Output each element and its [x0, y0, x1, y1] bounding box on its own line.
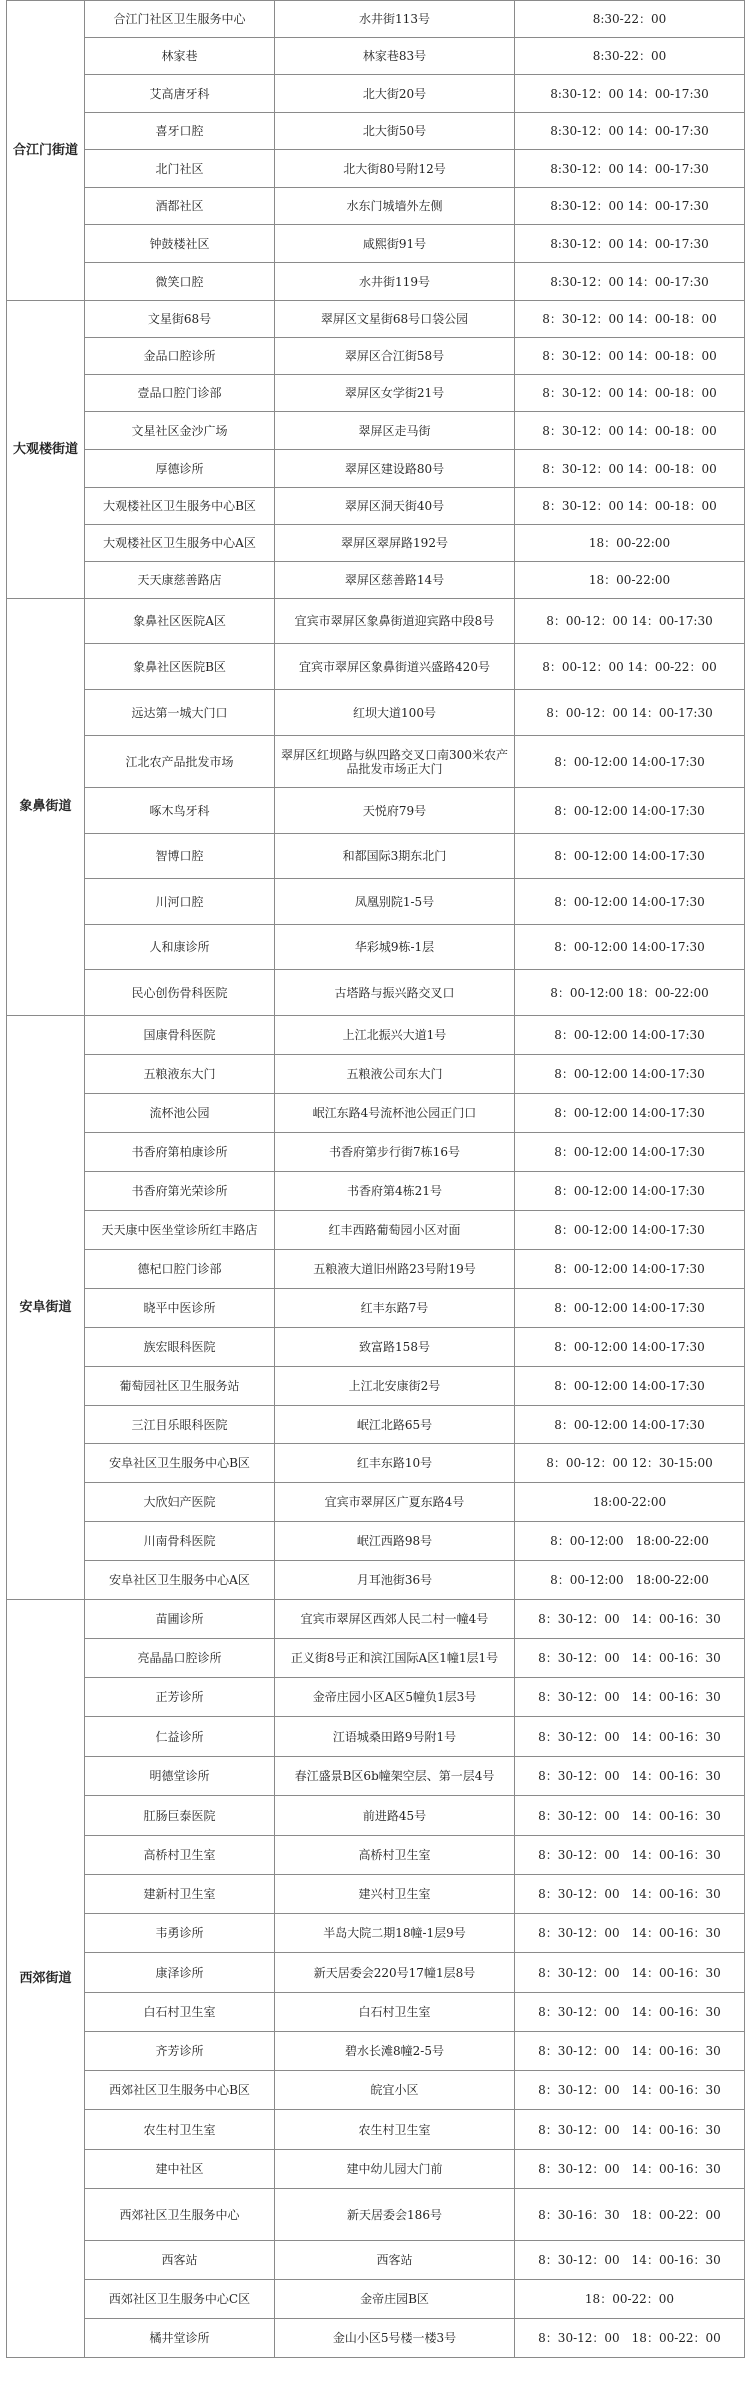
site-name-cell: 天天康慈善路店	[85, 562, 275, 599]
hours-cell: 18：00-22:00	[515, 525, 745, 562]
address-cell: 翠屏区翠屏路192号	[275, 525, 515, 562]
table-row	[7, 1016, 745, 1055]
site-name-cell: 象鼻社区医院B区	[85, 644, 275, 690]
table-row	[7, 1717, 745, 1757]
site-name-cell: 正芳诊所	[85, 1678, 275, 1717]
site-name-cell: 明德堂诊所	[85, 1757, 275, 1796]
table-row	[7, 113, 745, 150]
hours-cell: 8：00-12:00 18:00-22:00	[515, 1522, 745, 1561]
hours-cell: 8：30-12：00 14：00-16：30	[515, 1875, 745, 1914]
hours-cell: 8：00-12:00 14:00-17:30	[515, 1406, 745, 1444]
hours-cell: 8：30-12：00 14：00-16：30	[515, 2150, 745, 2189]
address-cell: 岷江东路4号流杯池公园正门口	[275, 1094, 515, 1133]
table-row	[7, 1289, 745, 1328]
address-cell: 林家巷83号	[275, 38, 515, 75]
site-name-cell: 西郊社区卫生服务中心B区	[85, 2071, 275, 2110]
address-cell: 白石村卫生室	[275, 1993, 515, 2032]
address-cell: 红丰东路7号	[275, 1289, 515, 1328]
site-name-cell: 北门社区	[85, 150, 275, 188]
address-cell: 红丰西路葡萄园小区对面	[275, 1211, 515, 1250]
site-name-cell: 厚德诊所	[85, 450, 275, 488]
table-row	[7, 970, 745, 1016]
street-name-cell: 西郊街道	[7, 1600, 85, 2358]
address-cell: 上江北安康街2号	[275, 1367, 515, 1406]
table-row	[7, 2189, 745, 2241]
address-cell: 古塔路与振兴路交叉口	[275, 970, 515, 1016]
address-cell: 新天居委会220号17幢1层8号	[275, 1953, 515, 1993]
hours-cell: 8：30-12：00 18：00-22：00	[515, 2319, 745, 2358]
address-cell: 碧水长滩8幢2-5号	[275, 2032, 515, 2071]
hours-cell: 18：00-22:00	[515, 562, 745, 599]
hours-cell: 8：00-12:00 14:00-17:30	[515, 1250, 745, 1289]
address-cell: 月耳池街36号	[275, 1561, 515, 1600]
site-name-cell: 三江目乐眼科医院	[85, 1406, 275, 1444]
table-row	[7, 412, 745, 450]
site-name-cell: 书香府第光荣诊所	[85, 1172, 275, 1211]
table-row	[7, 1094, 745, 1133]
site-name-cell: 远达第一城大门口	[85, 690, 275, 736]
hours-cell: 8：30-12：00 14：00-16：30	[515, 1600, 745, 1639]
hours-cell: 8:30-12：00 14：00-17:30	[515, 150, 745, 188]
site-name-cell: 西郊社区卫生服务中心C区	[85, 2280, 275, 2319]
table-row	[7, 2241, 745, 2280]
table-row	[7, 1796, 745, 1836]
site-name-cell: 微笑口腔	[85, 263, 275, 301]
hours-cell: 8：30-12：00 14：00-18：00	[515, 450, 745, 488]
hours-cell: 8：30-12：00 14：00-16：30	[515, 1914, 745, 1953]
address-cell: 上江北振兴大道1号	[275, 1016, 515, 1055]
site-name-cell: 川南骨科医院	[85, 1522, 275, 1561]
address-cell: 建中幼儿园大门前	[275, 2150, 515, 2189]
hours-cell: 8：30-12：00 14：00-16：30	[515, 2241, 745, 2280]
table-row	[7, 1836, 745, 1875]
site-name-cell: 康泽诊所	[85, 1953, 275, 1993]
hours-cell: 8:30-12：00 14：00-17:30	[515, 75, 745, 113]
hours-cell: 8：00-12:00 14:00-17:30	[515, 925, 745, 970]
hours-cell: 8：30-12：00 14：00-16：30	[515, 1757, 745, 1796]
site-name-cell: 壹品口腔门诊部	[85, 375, 275, 412]
site-name-cell: 文星社区金沙广场	[85, 412, 275, 450]
address-cell: 天悦府79号	[275, 788, 515, 834]
table-row	[7, 75, 745, 113]
hours-cell: 8：00-12:00 18:00-22:00	[515, 1561, 745, 1600]
site-name-cell: 民心创伤骨科医院	[85, 970, 275, 1016]
hours-cell: 8：30-12：00 14：00-16：30	[515, 1717, 745, 1757]
address-cell: 宜宾市翠屏区象鼻街道迎宾路中段8号	[275, 599, 515, 644]
hours-cell: 8：00-12:00 18：00-22:00	[515, 970, 745, 1016]
site-name-cell: 大观楼社区卫生服务中心A区	[85, 525, 275, 562]
table-row	[7, 644, 745, 690]
table-row	[7, 562, 745, 599]
site-name-cell: 安阜社区卫生服务中心B区	[85, 1444, 275, 1483]
address-cell: 宜宾市翠屏区广夏东路4号	[275, 1483, 515, 1522]
address-cell: 前进路45号	[275, 1796, 515, 1836]
hours-cell: 8：00-12:00 14:00-17:30	[515, 834, 745, 879]
address-cell: 北大街50号	[275, 113, 515, 150]
table-row	[7, 1211, 745, 1250]
hours-cell: 8:30-22：00	[515, 38, 745, 75]
site-name-cell: 文星街68号	[85, 301, 275, 338]
street-name-cell: 大观楼街道	[7, 301, 85, 599]
table-row	[7, 1953, 745, 1993]
table-row	[7, 1993, 745, 2032]
site-name-cell: 流杯池公园	[85, 1094, 275, 1133]
table-row	[7, 925, 745, 970]
site-name-cell: 亮晶晶口腔诊所	[85, 1639, 275, 1678]
address-cell: 建兴村卫生室	[275, 1875, 515, 1914]
hours-cell: 8：00-12：00 14：00-17:30	[515, 599, 745, 644]
site-name-cell: 书香府第柏康诊所	[85, 1133, 275, 1172]
address-cell: 宜宾市翠屏区象鼻街道兴盛路420号	[275, 644, 515, 690]
site-name-cell: 西郊社区卫生服务中心	[85, 2189, 275, 2241]
hours-cell: 8：00-12:00 14:00-17:30	[515, 1211, 745, 1250]
address-cell: 翠屏区女学街21号	[275, 375, 515, 412]
hours-cell: 8:30-12：00 14：00-17:30	[515, 263, 745, 301]
street-name-cell: 合江门街道	[7, 1, 85, 301]
hours-cell: 8：30-12：00 14：00-18：00	[515, 301, 745, 338]
hours-cell: 8：30-12：00 14：00-16：30	[515, 1678, 745, 1717]
address-cell: 金山小区5号楼一楼3号	[275, 2319, 515, 2358]
site-name-cell: 建中社区	[85, 2150, 275, 2189]
hours-cell: 8：00-12:00 14:00-17:30	[515, 1133, 745, 1172]
hours-cell: 8:30-12：00 14：00-17:30	[515, 113, 745, 150]
address-cell: 金帝庄园小区A区5幢负1层3号	[275, 1678, 515, 1717]
table-row	[7, 690, 745, 736]
table-row	[7, 1172, 745, 1211]
hours-cell: 8：00-12：00 14：00-22：00	[515, 644, 745, 690]
address-cell: 翠屏区走马街	[275, 412, 515, 450]
address-cell: 皖宜小区	[275, 2071, 515, 2110]
hours-cell: 8：00-12:00 14:00-17:30	[515, 1055, 745, 1094]
site-name-cell: 啄木鸟牙科	[85, 788, 275, 834]
address-cell: 书香府第步行街7栋16号	[275, 1133, 515, 1172]
site-name-cell: 钟鼓楼社区	[85, 225, 275, 263]
hours-cell: 8：30-16：30 18：00-22：00	[515, 2189, 745, 2241]
hours-cell: 8：30-12：00 14：00-16：30	[515, 1953, 745, 1993]
table-row	[7, 879, 745, 925]
address-cell: 翠屏区慈善路14号	[275, 562, 515, 599]
address-cell: 翠屏区红坝路与纵四路交叉口南300米农产品批发市场正大门	[275, 736, 515, 788]
address-cell: 翠屏区建设路80号	[275, 450, 515, 488]
address-cell: 水井街113号	[275, 1, 515, 38]
address-cell: 水东门城墙外左侧	[275, 188, 515, 225]
hours-cell: 8：30-12：00 14：00-18：00	[515, 412, 745, 450]
hours-cell: 8：30-12：00 14：00-18：00	[515, 338, 745, 375]
hours-cell: 8：30-12：00 14：00-16：30	[515, 1836, 745, 1875]
hours-cell: 8：30-12：00 14：00-18：00	[515, 375, 745, 412]
site-name-cell: 川河口腔	[85, 879, 275, 925]
address-cell: 春江盛景B区6b幢架空层、第一层4号	[275, 1757, 515, 1796]
address-cell: 农生村卫生室	[275, 2110, 515, 2150]
site-name-cell: 葡萄园社区卫生服务站	[85, 1367, 275, 1406]
table-row	[7, 599, 745, 644]
table-row	[7, 1133, 745, 1172]
table-row	[7, 1522, 745, 1561]
address-cell: 正义街8号正和滨江国际A区1幢1层1号	[275, 1639, 515, 1678]
hours-cell: 8:30-12：00 14：00-17:30	[515, 225, 745, 263]
table-row	[7, 2319, 745, 2358]
address-cell: 岷江西路98号	[275, 1522, 515, 1561]
site-name-cell: 建新村卫生室	[85, 1875, 275, 1914]
table-row	[7, 788, 745, 834]
address-cell: 书香府第4栋21号	[275, 1172, 515, 1211]
table-row	[7, 38, 745, 75]
address-cell: 岷江北路65号	[275, 1406, 515, 1444]
table-row	[7, 2150, 745, 2189]
table-row	[7, 1406, 745, 1444]
table-row	[7, 1250, 745, 1289]
address-cell: 翠屏区洞天街40号	[275, 488, 515, 525]
table-row	[7, 188, 745, 225]
site-name-cell: 苗圃诊所	[85, 1600, 275, 1639]
table-row	[7, 2071, 745, 2110]
site-name-cell: 大观楼社区卫生服务中心B区	[85, 488, 275, 525]
hours-cell: 8：00-12：00 12：30-15:00	[515, 1444, 745, 1483]
site-name-cell: 象鼻社区医院A区	[85, 599, 275, 644]
table-row	[7, 834, 745, 879]
table-row	[7, 150, 745, 188]
address-cell: 凤凰别院1-5号	[275, 879, 515, 925]
site-name-cell: 天天康中医坐堂诊所红丰路店	[85, 1211, 275, 1250]
address-cell: 北大街20号	[275, 75, 515, 113]
hours-cell: 8：30-12：00 14：00-16：30	[515, 1993, 745, 2032]
site-name-cell: 晓平中医诊所	[85, 1289, 275, 1328]
address-cell: 翠屏区合江街58号	[275, 338, 515, 375]
hours-cell: 8:30-22：00	[515, 1, 745, 38]
address-cell: 五粮液大道旧州路23号附19号	[275, 1250, 515, 1289]
address-cell: 高桥村卫生室	[275, 1836, 515, 1875]
table-row	[7, 263, 745, 301]
site-name-cell: 喜牙口腔	[85, 113, 275, 150]
site-name-cell: 合江门社区卫生服务中心	[85, 1, 275, 38]
hours-cell: 8：30-12：00 14：00-16：30	[515, 2032, 745, 2071]
address-cell: 和都国际3期东北门	[275, 834, 515, 879]
site-name-cell: 高桥村卫生室	[85, 1836, 275, 1875]
site-name-cell: 酒都社区	[85, 188, 275, 225]
address-cell: 华彩城9栋-1层	[275, 925, 515, 970]
table-row	[7, 1639, 745, 1678]
table-row	[7, 2110, 745, 2150]
site-name-cell: 仁益诊所	[85, 1717, 275, 1757]
table-row	[7, 2032, 745, 2071]
site-name-cell: 金品口腔诊所	[85, 338, 275, 375]
address-cell: 北大街80号附12号	[275, 150, 515, 188]
table-body	[7, 1, 745, 2358]
table-row	[7, 375, 745, 412]
hours-cell: 8：00-12:00 14:00-17:30	[515, 879, 745, 925]
table-row	[7, 450, 745, 488]
hours-cell: 8：00-12:00 14:00-17:30	[515, 1016, 745, 1055]
table-row	[7, 1678, 745, 1717]
address-cell: 红丰东路10号	[275, 1444, 515, 1483]
hours-cell: 8：00-12:00 14:00-17:30	[515, 736, 745, 788]
hours-cell: 8：00-12：00 14：00-17:30	[515, 690, 745, 736]
table-row	[7, 1757, 745, 1796]
site-name-cell: 江北农产品批发市场	[85, 736, 275, 788]
address-cell: 宜宾市翠屏区西郊人民二村一幢4号	[275, 1600, 515, 1639]
hours-cell: 8：00-12:00 14:00-17:30	[515, 788, 745, 834]
table-row	[7, 2280, 745, 2319]
hours-cell: 8：30-12：00 14：00-16：30	[515, 2110, 745, 2150]
site-name-cell: 韦勇诊所	[85, 1914, 275, 1953]
hours-cell: 8：00-12:00 14:00-17:30	[515, 1367, 745, 1406]
address-cell: 红坝大道100号	[275, 690, 515, 736]
table-row	[7, 338, 745, 375]
site-name-cell: 国康骨科医院	[85, 1016, 275, 1055]
hours-cell: 8：30-12：00 14：00-16：30	[515, 1639, 745, 1678]
hours-cell: 8:30-12：00 14：00-17:30	[515, 188, 745, 225]
hours-cell: 18：00-22：00	[515, 2280, 745, 2319]
hours-cell: 8：00-12:00 14:00-17:30	[515, 1289, 745, 1328]
hours-cell: 8：30-12：00 14：00-18：00	[515, 488, 745, 525]
table-row	[7, 525, 745, 562]
address-cell: 金帝庄园B区	[275, 2280, 515, 2319]
address-cell: 西客站	[275, 2241, 515, 2280]
site-name-cell: 德杞口腔门诊部	[85, 1250, 275, 1289]
street-name-cell: 安阜街道	[7, 1016, 85, 1600]
table-row	[7, 736, 745, 788]
hours-cell: 18:00-22:00	[515, 1483, 745, 1522]
site-name-cell: 肛肠巨泰医院	[85, 1796, 275, 1836]
table-row	[7, 1561, 745, 1600]
address-cell: 江语城桑田路9号附1号	[275, 1717, 515, 1757]
hours-cell: 8：00-12:00 14:00-17:30	[515, 1094, 745, 1133]
site-name-cell: 白石村卫生室	[85, 1993, 275, 2032]
address-cell: 新天居委会186号	[275, 2189, 515, 2241]
site-name-cell: 人和康诊所	[85, 925, 275, 970]
site-name-cell: 农生村卫生室	[85, 2110, 275, 2150]
table-row	[7, 1483, 745, 1522]
address-cell: 五粮液公司东大门	[275, 1055, 515, 1094]
site-name-cell: 林家巷	[85, 38, 275, 75]
table-row	[7, 1875, 745, 1914]
table-row	[7, 225, 745, 263]
site-name-cell: 橘井堂诊所	[85, 2319, 275, 2358]
site-name-cell: 安阜社区卫生服务中心A区	[85, 1561, 275, 1600]
site-name-cell: 族宏眼科医院	[85, 1328, 275, 1367]
table-row	[7, 1367, 745, 1406]
street-name-cell: 象鼻街道	[7, 599, 85, 1016]
address-cell: 翠屏区文星街68号口袋公园	[275, 301, 515, 338]
hours-cell: 8：30-12：00 14：00-16：30	[515, 2071, 745, 2110]
table-row	[7, 1444, 745, 1483]
table-row	[7, 301, 745, 338]
table-row	[7, 1600, 745, 1639]
address-cell: 致富路158号	[275, 1328, 515, 1367]
site-name-cell: 艾高唐牙科	[85, 75, 275, 113]
address-cell: 半岛大院二期18幢-1层9号	[275, 1914, 515, 1953]
site-name-cell: 齐芳诊所	[85, 2032, 275, 2071]
address-cell: 咸熙街91号	[275, 225, 515, 263]
testing-sites-table	[6, 0, 745, 2358]
hours-cell: 8：00-12:00 14:00-17:30	[515, 1328, 745, 1367]
table-row	[7, 1055, 745, 1094]
address-cell: 水井街119号	[275, 263, 515, 301]
site-name-cell: 西客站	[85, 2241, 275, 2280]
site-name-cell: 五粮液东大门	[85, 1055, 275, 1094]
hours-cell: 8：30-12：00 14：00-16：30	[515, 1796, 745, 1836]
hours-cell: 8：00-12:00 14:00-17:30	[515, 1172, 745, 1211]
table-row	[7, 1328, 745, 1367]
site-name-cell: 智博口腔	[85, 834, 275, 879]
table-row	[7, 1914, 745, 1953]
table-row	[7, 1, 745, 38]
site-name-cell: 大欣妇产医院	[85, 1483, 275, 1522]
table-row	[7, 488, 745, 525]
